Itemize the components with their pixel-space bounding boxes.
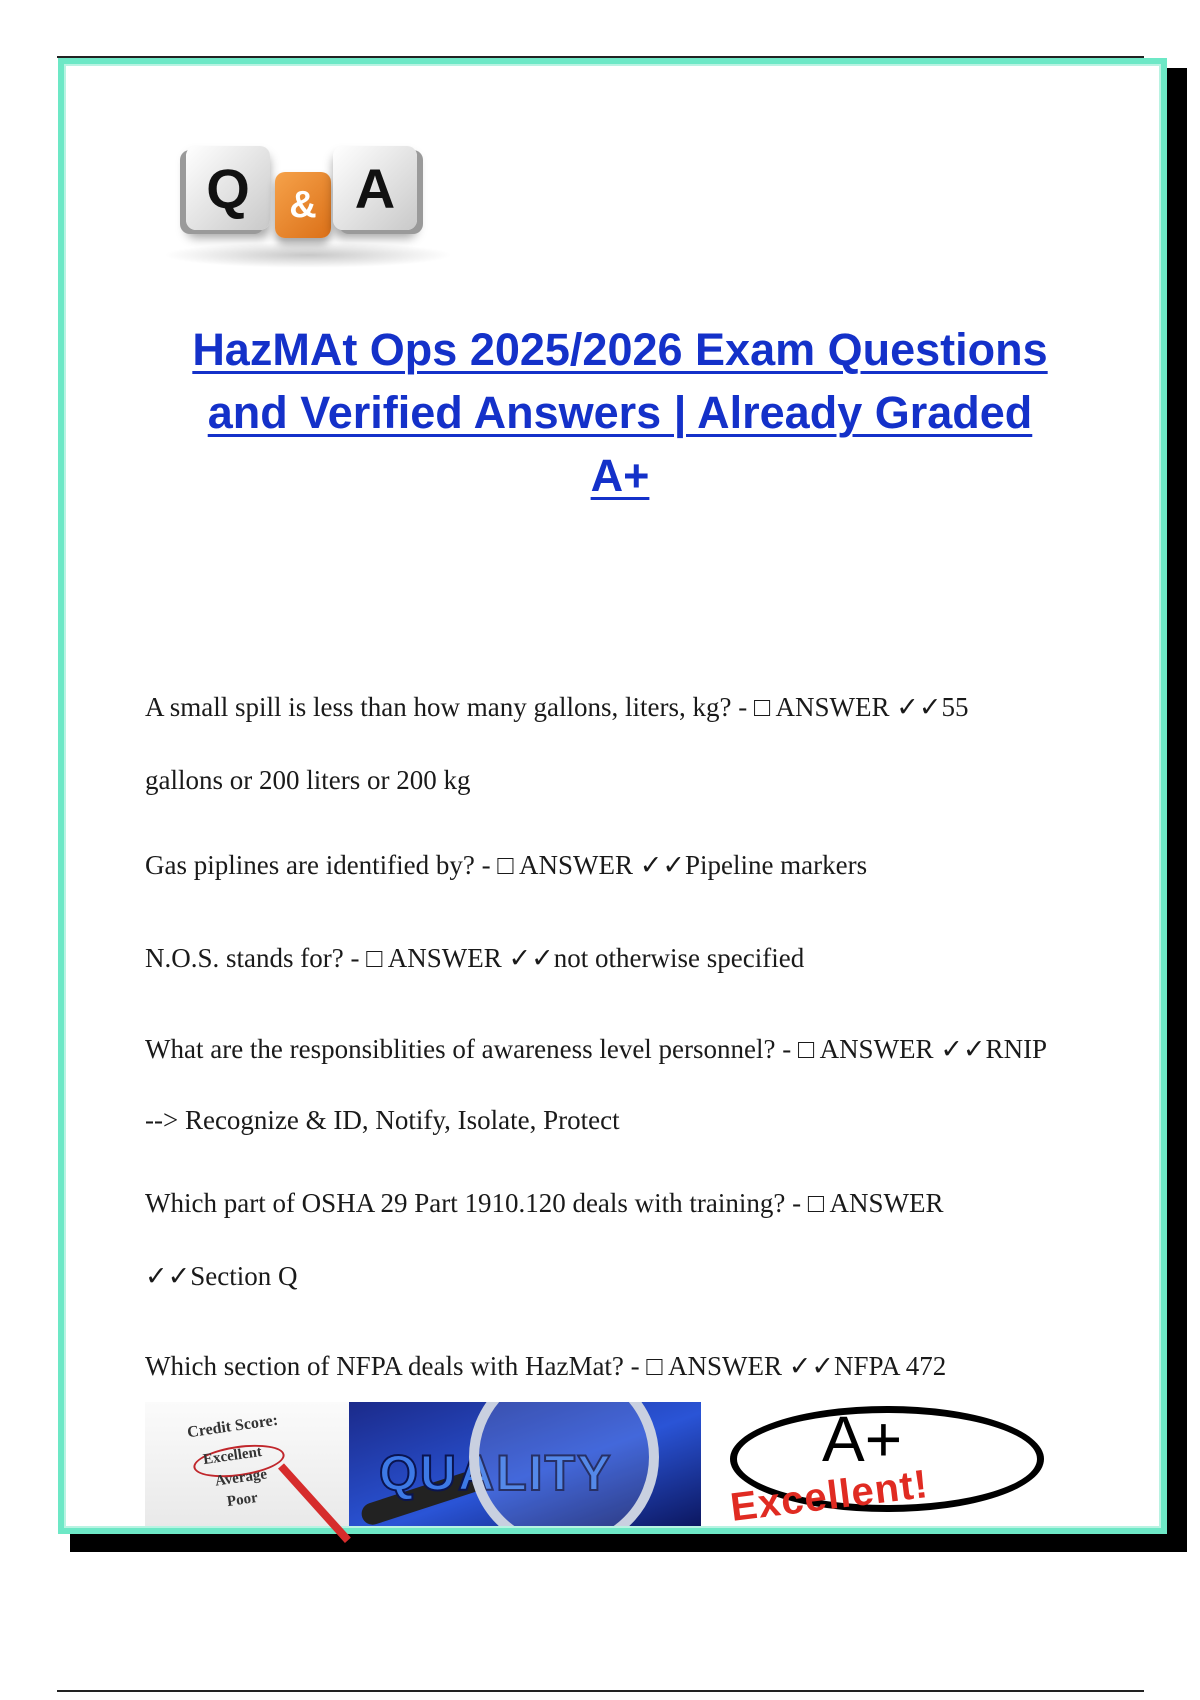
qa-line-1: A small spill is less than how many gallons, liters, kg? - □ ANSWER ✓✓55 (145, 692, 969, 722)
qa-line-5: What are the responsiblities of awareness level personnel? - □ ANSWER ✓✓RNIP (145, 1034, 1048, 1064)
qa-line-7: Which part of OSHA 29 Part 1910.120 deals with training? - □ ANSWER (145, 1188, 944, 1218)
excellent-stamp: Excellent! (727, 1462, 931, 1530)
quality-image (349, 1402, 701, 1526)
qa-line-8: ✓✓Section Q (145, 1261, 298, 1291)
document-title (140, 318, 1100, 507)
credit-option-poor: Poor (225, 1489, 259, 1511)
magnifier-icon (469, 1402, 659, 1526)
title-line-3: A+ (590, 450, 650, 501)
title-line-1: HazMAt Ops 2025/2026 Exam Questions (192, 324, 1048, 375)
qa-line-4: N.O.S. stands for? - □ ANSWER ✓✓not otherwise specified (145, 943, 805, 973)
qa-logo (143, 130, 461, 280)
qa-line-2: gallons or 200 liters or 200 kg (145, 765, 471, 795)
grade-stamp-image (722, 1402, 1082, 1530)
qa-line-3: Gas piplines are identified by? - □ ANSWER ✓✓Pipeline markers (145, 850, 868, 880)
qa-line-9: Which section of NFPA deals with HazMat? - □ ANSWER ✓✓NFPA 472 (145, 1351, 947, 1381)
grade-a-plus: A+ (822, 1403, 903, 1475)
credit-option-average: Average (214, 1466, 268, 1490)
a-die: A (333, 146, 417, 230)
quality-word: QUALITY (379, 1445, 613, 1501)
credit-option-excellent: Excellent (202, 1443, 263, 1469)
ampersand-die: & (275, 172, 331, 238)
logo-shadow (163, 242, 453, 268)
q-die: Q (186, 146, 270, 230)
title-line-2: and Verified Answers | Already Graded (207, 387, 1033, 438)
credit-score-image (145, 1402, 349, 1526)
bottom-rule (57, 1690, 1144, 1692)
credit-score-label: Credit Score: (186, 1411, 280, 1442)
qa-line-6: --> Recognize & ID, Notify, Isolate, Protect (145, 1105, 620, 1135)
